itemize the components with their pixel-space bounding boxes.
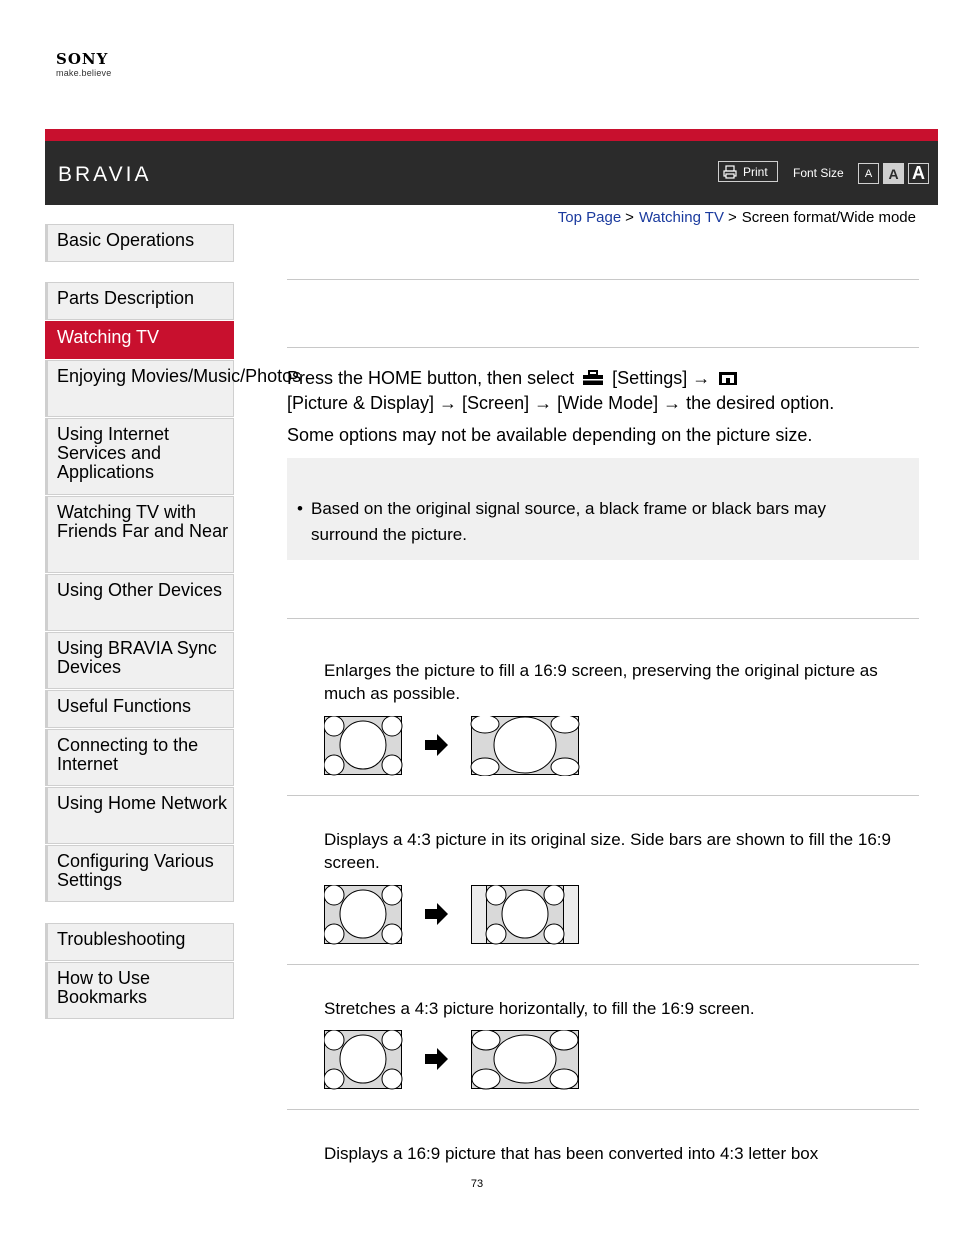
- sidebar-item-internet-services[interactable]: Using Internet Services and Applications: [45, 418, 234, 495]
- breadcrumb-watching-tv-link[interactable]: Watching TV: [638, 209, 724, 226]
- mode-description: Displays a 4:3 picture in its original size. Side bars are shown to fill the 16:9 screen.: [324, 830, 891, 872]
- mode-description: Stretches a 4:3 picture horizontally, to fill the 16:9 screen.: [324, 999, 755, 1018]
- sidebar-item-bookmarks[interactable]: How to Use Bookmarks: [45, 962, 234, 1019]
- divider: [287, 795, 919, 796]
- print-label: Print: [743, 164, 768, 179]
- normal-mode-diagram: [324, 885, 584, 945]
- note-bullet: •: [297, 499, 303, 518]
- note-item: [297, 496, 897, 548]
- sidebar-item-watching-with-friends[interactable]: Watching TV with Friends Far and Near: [45, 496, 234, 573]
- sidebar-item-useful-functions[interactable]: Useful Functions: [45, 690, 234, 728]
- header-accent-bar: [45, 129, 938, 141]
- divider: [287, 1109, 919, 1110]
- breadcrumb: [558, 209, 916, 226]
- sidebar-item-other-devices[interactable]: Using Other Devices: [45, 574, 234, 631]
- full-mode-diagram: [324, 1030, 584, 1090]
- note-panel: [287, 458, 919, 560]
- wide-zoom-diagram: [324, 716, 584, 776]
- note-text: Based on the original signal source, a black frame or black bars may surround the picture.: [311, 499, 826, 544]
- font-size-label: Font Size: [793, 166, 844, 180]
- header-bar: [45, 141, 938, 205]
- picture-settings-icon: [718, 371, 738, 386]
- font-size-small-button[interactable]: A: [858, 163, 879, 184]
- font-size-medium-button[interactable]: A: [883, 163, 904, 184]
- instruction-line2: [Picture & Display] → [Screen] → [Wide Mode] → the desired option.: [287, 393, 835, 413]
- divider: [287, 279, 919, 280]
- instruction-part2: [Settings] →: [612, 368, 711, 388]
- toolbox-icon: [582, 370, 604, 386]
- breadcrumb-current: Screen format/Wide mode: [741, 209, 916, 226]
- instruction-part1: Press the HOME button, then select: [287, 368, 575, 388]
- brand-name: SONY: [56, 50, 109, 68]
- sidebar-item-home-network[interactable]: Using Home Network: [45, 787, 234, 844]
- sidebar-item-watching-tv[interactable]: Watching TV: [45, 321, 234, 359]
- breadcrumb-top-page-link[interactable]: Top Page: [557, 209, 622, 226]
- sidebar-item-enjoying-media[interactable]: Enjoying Movies/Music/Photos: [45, 360, 234, 417]
- print-button[interactable]: [718, 161, 778, 182]
- sidebar-item-troubleshooting[interactable]: Troubleshooting: [45, 923, 234, 961]
- sidebar-item-basic-operations[interactable]: Basic Operations: [45, 224, 234, 262]
- sidebar-item-bravia-sync[interactable]: Using BRAVIA Sync Devices: [45, 632, 234, 689]
- font-size-large-button[interactable]: A: [908, 163, 929, 184]
- printer-icon: [723, 165, 737, 179]
- mode-description: Displays a 16:9 picture that has been converted into 4:3 letter box: [324, 1144, 819, 1163]
- mode-description: Enlarges the picture to fill a 16:9 screen, preserving the original picture as much as possible.: [324, 661, 878, 703]
- divider: [287, 964, 919, 965]
- bravia-logo: BRAVIA: [58, 163, 152, 186]
- brand-tagline: make.believe: [56, 68, 112, 78]
- page-number: 73: [470, 1178, 484, 1190]
- sidebar-item-parts-description[interactable]: Parts Description: [45, 282, 234, 320]
- divider: [287, 618, 919, 619]
- breadcrumb-separator: >: [727, 209, 737, 226]
- divider: [287, 347, 919, 348]
- instruction-steps: [287, 366, 834, 416]
- sidebar-item-configuring-settings[interactable]: Configuring Various Settings: [45, 845, 234, 902]
- availability-note: Some options may not be available depending on the picture size.: [287, 425, 813, 445]
- breadcrumb-separator: >: [625, 209, 634, 226]
- sony-logo: [56, 52, 111, 78]
- sidebar-item-connecting-internet[interactable]: Connecting to the Internet: [45, 729, 234, 786]
